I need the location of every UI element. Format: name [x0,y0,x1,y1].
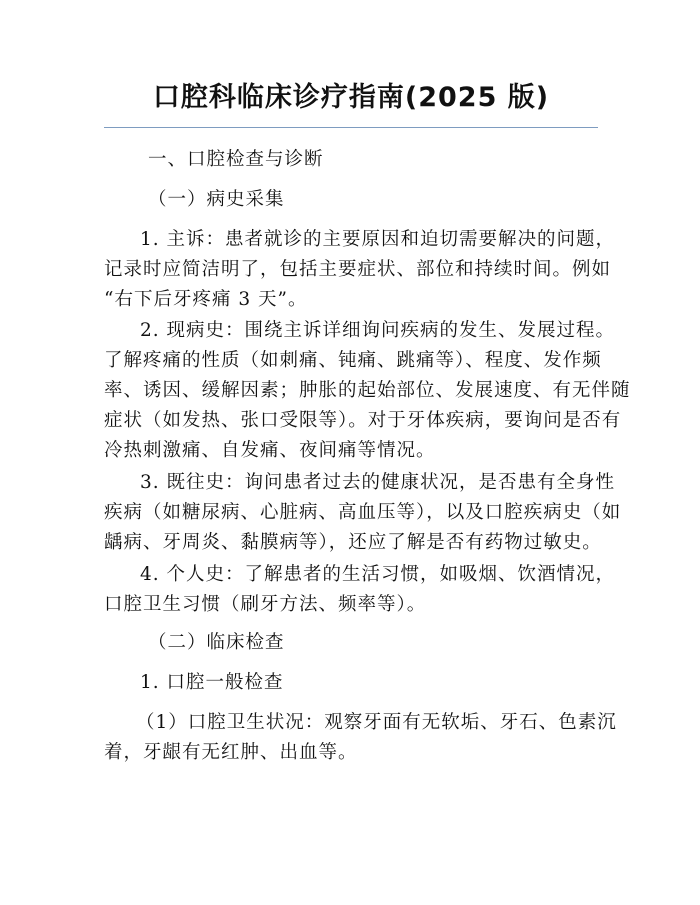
paragraph-line: “右下后牙疼痛 3 天”。 [104,289,308,310]
paragraph-line: 冷热刺激痛、自发痛、夜间痛等情况。 [104,440,436,461]
paragraph-line: 3. 既往史：询问患者过去的健康状况，是否患有全身性 [140,472,616,493]
paragraph-line: 记录时应简洁明了，包括主要症状、部位和持续时间。例如 [104,259,612,280]
subsection-heading: （一）病史采集 [148,189,285,210]
paragraph-line: 着，牙龈有无红肿、出血等。 [104,742,358,763]
paragraph-line: 率、诱因、缓解因素；肿胀的起始部位、发展速度、有无伴随 [104,380,631,401]
paragraph-line: 口腔卫生习惯（刷牙方法、频率等）。 [104,594,427,615]
paragraph-line: 了解疼痛的性质（如刺痛、钝痛、跳痛等）、程度、发作频 [104,350,602,371]
title-divider [104,127,598,128]
paragraph-line: 1. 主诉：患者就诊的主要原因和迫切需要解决的问题， [140,229,616,250]
paragraph-line: 2. 现病史：围绕主诉详细询问疾病的发生、发展过程。 [140,320,616,341]
paragraph-line: 4. 个人史：了解患者的生活习惯，如吸烟、饮酒情况， [140,564,616,585]
item-heading: 1. 口腔一般检查 [140,672,284,693]
paragraph-line: 症状（如发热、张口受限等）。对于牙体疾病，要询问是否有 [104,410,622,431]
subsection-heading: （二）临床检查 [148,632,285,653]
document-title: 口腔科临床诊疗指南(2025 版) [152,82,550,113]
paragraph-line: 龋病、牙周炎、黏膜病等），还应了解是否有药物过敏史。 [104,532,602,553]
section-heading: 一、口腔检查与诊断 [148,149,324,170]
paragraph-line: （1）口腔卫生状况：观察牙面有无软垢、牙石、色素沉 [136,712,617,733]
paragraph-line: 疾病（如糖尿病、心脏病、高血压等），以及口腔疾病史（如 [104,502,622,523]
